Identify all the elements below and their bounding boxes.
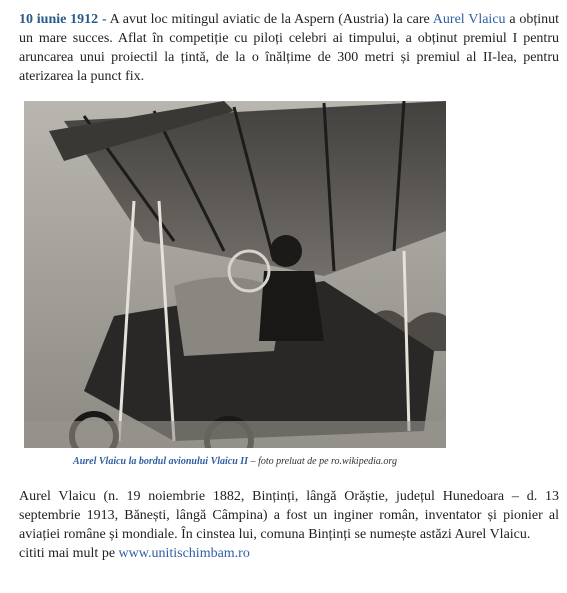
aurel-vlaicu-link[interactable]: Aurel Vlaicu <box>432 12 506 27</box>
photo-caption <box>24 456 446 467</box>
bio-text: Aurel Vlaicu (n. 19 noiembrie 1882, Binținți, lângă Orăștie, județul Hunedoara – d. 13 septembrie 1913, Bănești, lângă Câmpina) a fost un inginer român, inventator și pionier al aviației române și mondiale. În cinstea lui, comuna Binținți se numește astăzi Aurel Vlaicu. <box>19 489 559 542</box>
read-more-label: cititi mai mult pe <box>19 546 119 561</box>
read-more-line <box>19 544 559 563</box>
historical-photo <box>24 101 446 448</box>
caption-credit: – foto preluat de pe ro.wikipedia.org <box>248 456 397 467</box>
photo-illustration <box>24 101 446 448</box>
event-date: 10 iunie 1912 - <box>19 12 107 27</box>
intro-paragraph <box>19 10 559 86</box>
caption-title: Aurel Vlaicu la bordul avionului Vlaicu II <box>73 456 249 467</box>
intro-text-end: a obținut un mare succes. Aflat în competiție cu piloți celebri ai timpului, a obținut premiul I pentru aruncarea unui proiectil la țintă, de la o înălțime de 300 metri și premiul al II-lea, pentru aterizarea la punct fix. <box>19 12 559 84</box>
read-more-link[interactable]: www.unitischimbam.ro <box>118 546 250 561</box>
intro-text-start: A avut loc mitingul aviatic de la Aspern (Austria) la care <box>106 12 433 27</box>
bio-paragraph <box>19 487 559 563</box>
